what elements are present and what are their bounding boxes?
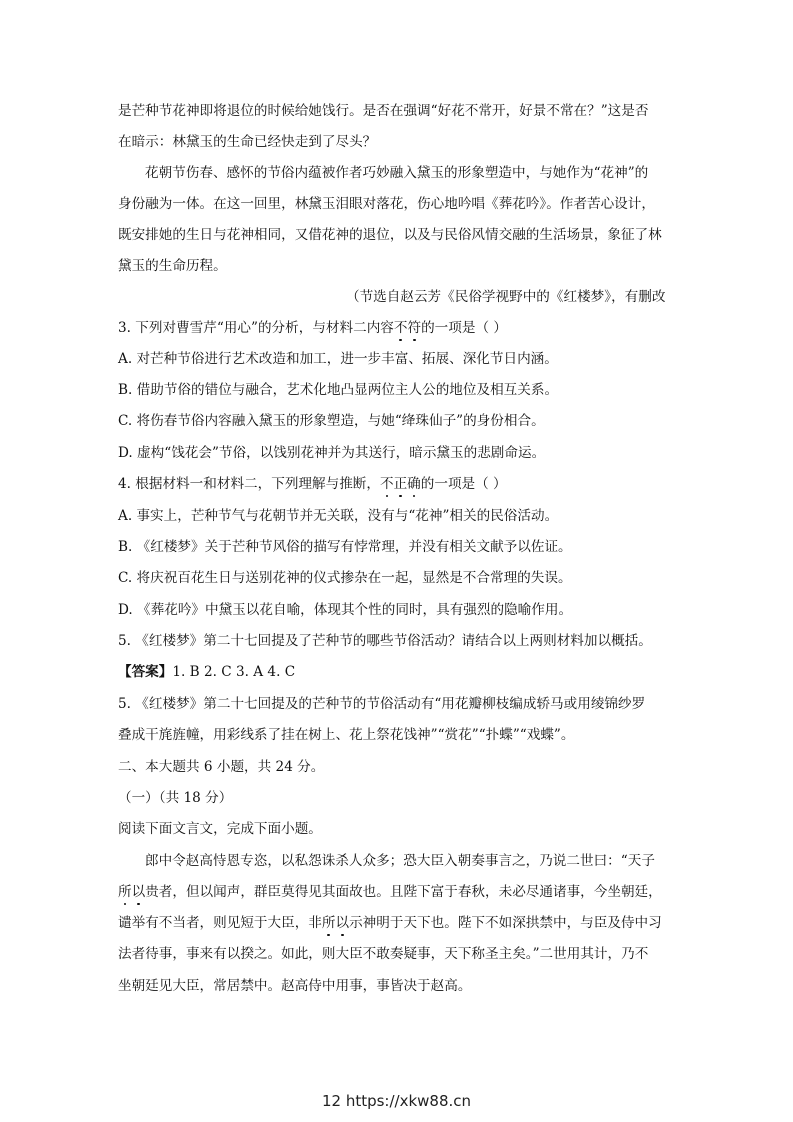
answer-5-line: 叠成干旄旌幢，用彩线系了挂在树上、花上祭花饯神”“赏花”“扑蝶”“戏蝶”。: [118, 727, 575, 743]
paragraph-line: 身份融为一体。在这一回里，林黛玉泪眼对落花，伤心地吟唱《葬花吟》。作者苦心设计，: [118, 196, 655, 212]
answer-text: 1. B 2. C 3. A 4. C: [172, 664, 296, 680]
q4-option-c: C. 将庆祝百花生日与送别花神的仪式掺杂在一起，显然是不合常理的失误。: [118, 570, 572, 586]
paragraph-line: 既安排她的生日与花神相同，又借花神的退位，以及与民俗风情交融的生活场景，象征了林: [118, 227, 662, 243]
q4-option-b: B. 《红楼梦》关于芒种节风俗的描写有悖常理，并没有相关文献予以佐证。: [118, 539, 572, 555]
section-heading: 二、本大题共 6 小题，共 24 分。: [118, 759, 325, 775]
subsection-heading: （一）（共 18 分）: [118, 790, 233, 806]
q3-option-a: A. 对芒种节俗进行艺术改造和加工，进一步丰富、拓展、深化节日内涵。: [118, 351, 558, 367]
paragraph-line: 是芒种节花神即将退位的时候给她饯行。是否在强调“好花不常开，好景不常在？”这是否: [118, 103, 649, 119]
paragraph-line: 在暗示：林黛玉的生命已经快走到了尽头？: [118, 134, 377, 150]
classical-text-line: 所以贵者，但以闻声，群臣莫得见其面故也。且陛下富于春秋，未必尽通诸事，今坐朝廷，: [118, 884, 662, 900]
classical-text-line: 法者待事，事来有以揆之。如此，则大臣不敢奏疑事，天下称圣主矣。”二世用其计，乃不: [118, 946, 649, 962]
q3-option-d: D. 虚构“饯花会”节俗，以饯别花神并为其送行，暗示黛玉的悲剧命运。: [118, 445, 546, 461]
classical-text-line: 郎中令赵高恃恩专恣，以私怨诛杀人众多；恐大臣入朝奏事言之，乃说二世曰：“天子: [145, 853, 655, 869]
paragraph-line: 黛玉的生命历程。: [118, 258, 227, 274]
question-4-stem: 4. 根据材料一和材料二，下列理解与推断，不正确的一项是（ ）: [118, 476, 507, 492]
q4-option-d: D. 《葬花吟》中黛玉以花自喻，体现其个性的同时，具有强烈的隐喻作用。: [118, 602, 573, 618]
q4-option-a: A. 事实上，芒种节气与花朝节并无关联，没有与“花神”相关的民俗活动。: [118, 508, 559, 524]
q3-option-b: B. 借助节俗的错位与融合，艺术化地凸显两位主人公的地位及相互关系。: [118, 382, 559, 398]
classical-text-line: 谴举有不当者，则见短于大臣，非所以示神明于天下也。陛下不如深拱禁中，与臣及侍中习: [118, 915, 662, 931]
instruction: 阅读下面文言文，完成下面小题。: [118, 821, 322, 837]
source-note: （节选自赵云芳《民俗学视野中的《红楼梦》，有删改: [346, 289, 666, 305]
answer-5-line: 5. 《红楼梦》第二十七回提及的芒种节的节俗活动有“用花瓣柳枝编成轿马或用绫锦纱罗: [118, 696, 646, 712]
question-3-stem: 3. 下列对曹雪芹“用心”的分析，与材料二内容不符的一项是（ ）: [118, 320, 507, 336]
page-footer: 12 https://xkw88.cn: [321, 1092, 472, 1110]
classical-text-line: 坐朝廷见大臣，常居禁中。赵高侍中用事，事皆决于赵高。: [118, 978, 472, 994]
answer-label: 【答案】: [118, 664, 173, 680]
q3-option-c: C. 将伤春节俗内容融入黛玉的形象塑造，与她“绛珠仙子”的身份相合。: [118, 413, 545, 429]
question-5: 5. 《红楼梦》第二十七回提及了芒种节的哪些节俗活动？请结合以上两则材料加以概括。: [118, 633, 652, 649]
answer-line: [118, 662, 295, 682]
paragraph-line: 花朝节伤春、感怀的节俗内蕴被作者巧妙融入黛玉的形象塑造中，与她作为“花神”的: [145, 165, 649, 181]
